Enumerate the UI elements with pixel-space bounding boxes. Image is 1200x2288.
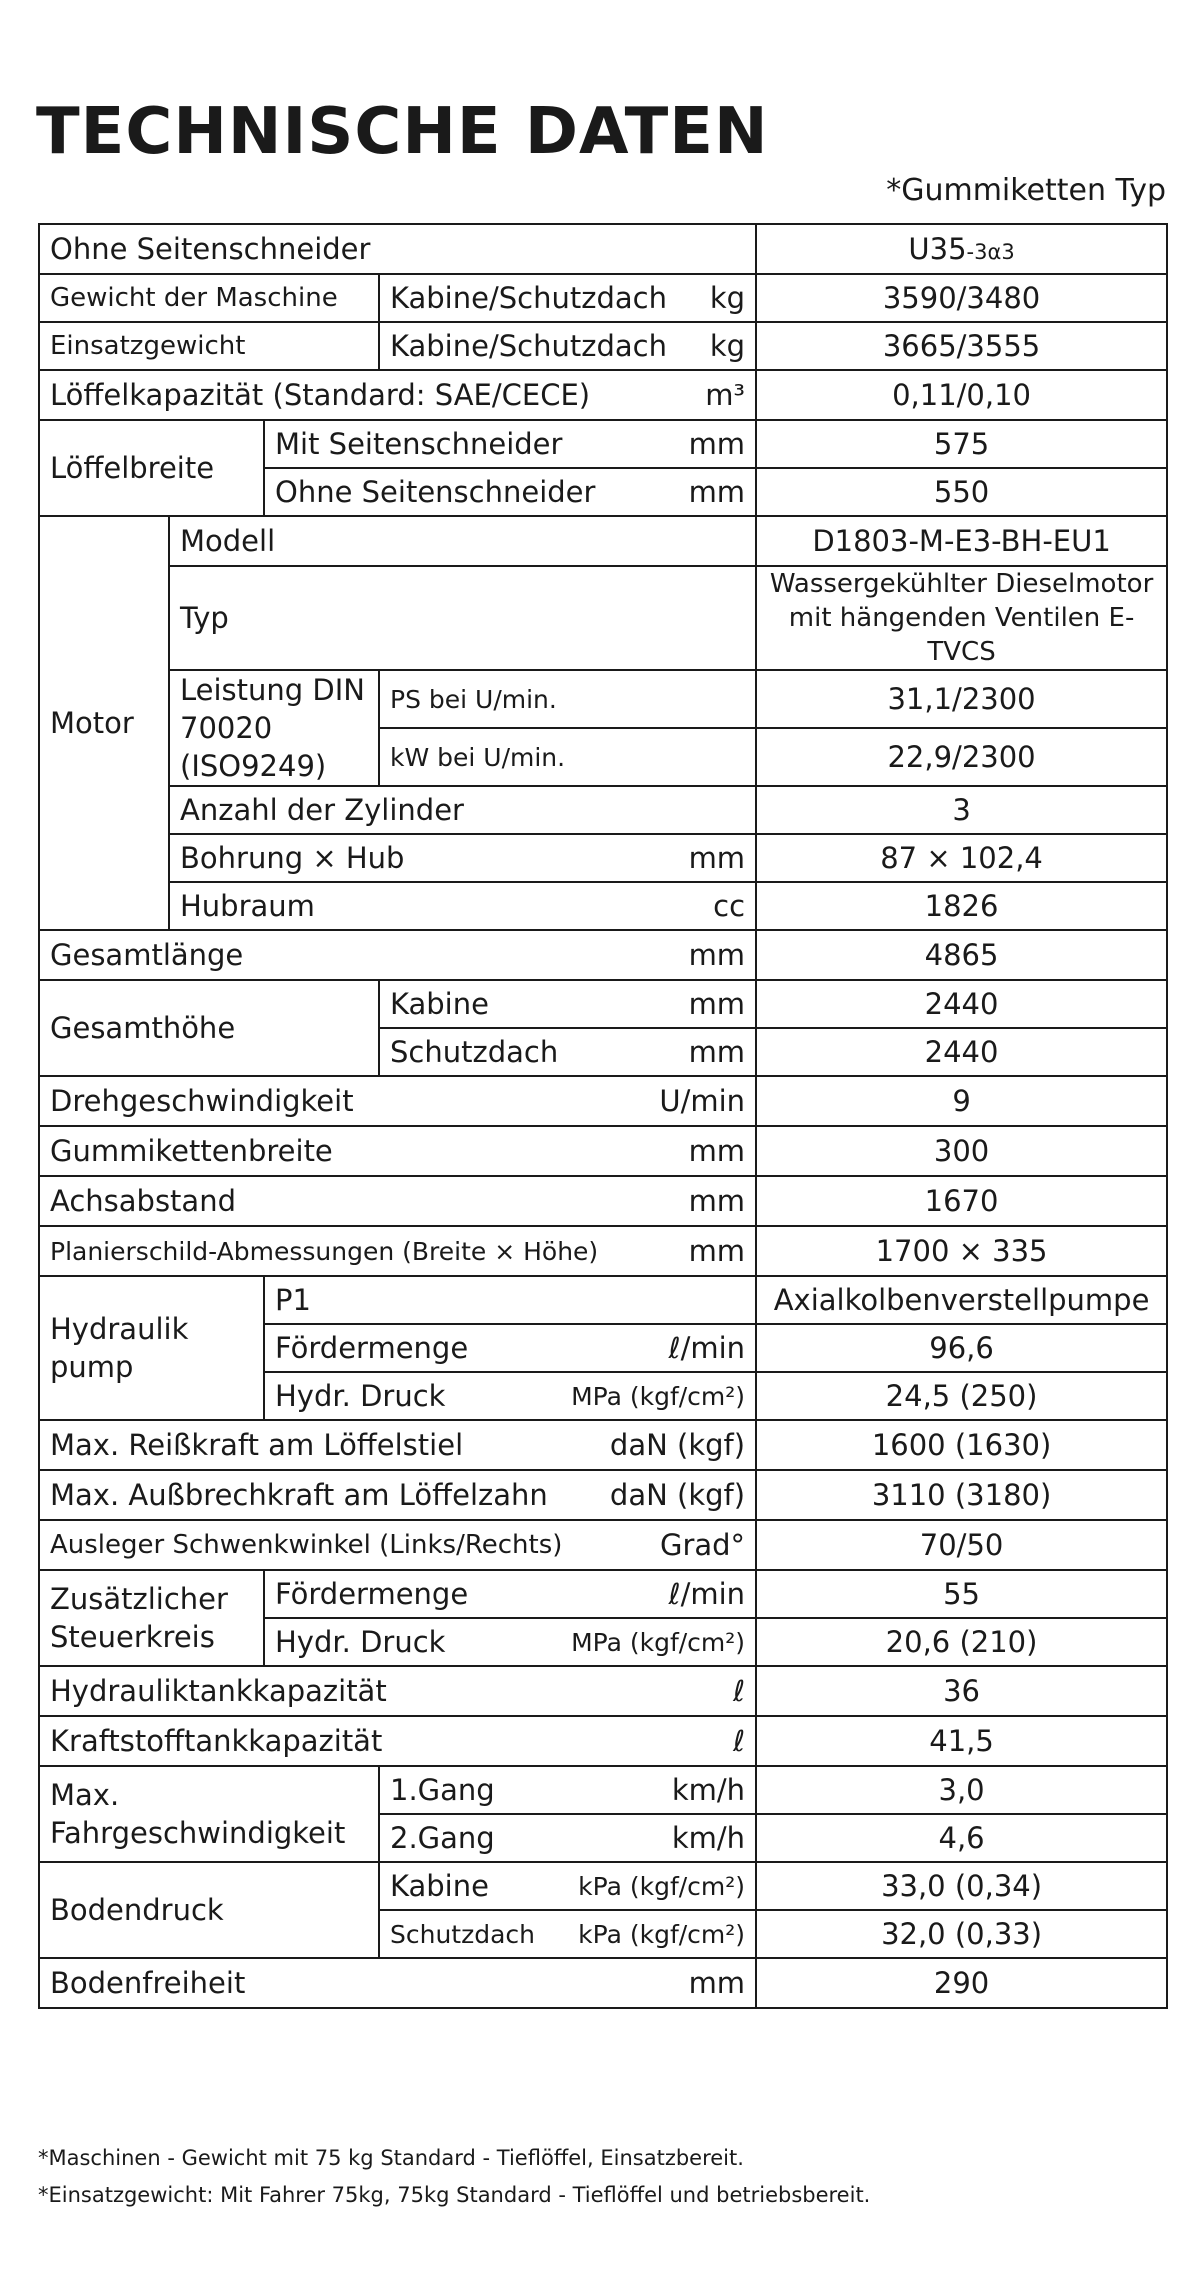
spec-row-reisskraft (39, 1420, 1167, 1470)
row-label-text: Bodenfreiheit (50, 1966, 246, 2000)
row-label (39, 1176, 756, 1226)
row-unit: daN (kgf) (609, 1478, 746, 1512)
row-sub (264, 1618, 756, 1666)
footnote: *Maschinen - Gewicht mit 75 kg Standard - Tieflöffel, Einsatzbereit. (38, 2146, 744, 2170)
row-sub-label: Schutzdach (390, 1035, 559, 1069)
row-sub-label: Kabine/Schutzdach (390, 281, 667, 315)
row-sub (379, 1862, 756, 1910)
row-sub (379, 1028, 756, 1076)
spec-row-gummikettenbreite (39, 1126, 1167, 1176)
row-sub-label: Kabine/Schutzdach (390, 329, 667, 363)
row-sub-label: Schutzdach (390, 1919, 536, 1949)
row-label (39, 1420, 756, 1470)
hydraulik-line2: pump (50, 1350, 134, 1384)
model-name (756, 224, 1167, 274)
row-label (39, 1076, 756, 1126)
header-label: Ohne Seitenschneider (39, 224, 756, 274)
row-label-text: Achsabstand (50, 1184, 236, 1218)
row-unit: kPa (kgf/cm²) (578, 1919, 746, 1949)
row-unit: Grad° (659, 1528, 746, 1562)
leistung-line1: Leistung DIN 70020 (180, 673, 365, 745)
row-value: D1803-M-E3-BH-EU1 (756, 516, 1167, 566)
row-sub-label: Kabine (390, 1869, 489, 1903)
row-unit: kW bei U/min. (379, 728, 756, 786)
row-unit: U/min (659, 1084, 746, 1118)
row-unit: mm (688, 427, 746, 461)
row-value: 3590/3480 (756, 274, 1167, 322)
row-label (39, 1716, 756, 1766)
model-suffix: -3α3 (966, 240, 1015, 264)
row-sub (379, 980, 756, 1028)
spec-row-bodenfreiheit (39, 1958, 1167, 2008)
row-sub-label: Anzahl der Zylinder (169, 786, 756, 834)
row-unit: kg (709, 329, 746, 363)
row-unit: ℓ/min (668, 1577, 746, 1611)
row-value: 290 (756, 1958, 1167, 2008)
row-sub (379, 1766, 756, 1814)
row-unit: mm (688, 1966, 746, 2000)
row-value: 33,0 (0,34) (756, 1862, 1167, 1910)
row-unit: kg (709, 281, 746, 315)
row-value: 3,0 (756, 1766, 1167, 1814)
row-sub (169, 882, 756, 930)
row-value: 3 (756, 786, 1167, 834)
spec-row-drehgeschwindigkeit (39, 1076, 1167, 1126)
fahr-line2: Fahrgeschwindigkeit (50, 1816, 346, 1850)
row-label (39, 1126, 756, 1176)
row-value: 36 (756, 1666, 1167, 1716)
spec-row-schwenkwinkel (39, 1520, 1167, 1570)
row-unit: mm (688, 1234, 746, 1268)
row-label-text: Planierschild-Abmessungen (Breite × Höhe) (50, 1236, 599, 1266)
row-sub-label: Modell (169, 516, 756, 566)
spec-row-kraftstofftank (39, 1716, 1167, 1766)
row-unit: mm (688, 938, 746, 972)
row-value: 32,0 (0,33) (756, 1910, 1167, 1958)
row-sub (379, 322, 756, 370)
spec-row-loeffelkapazitaet (39, 370, 1167, 420)
row-value: 70/50 (756, 1520, 1167, 1570)
row-value: 96,6 (756, 1324, 1167, 1372)
row-label: Löffelbreite (39, 420, 264, 516)
spec-row-gesamthoehe-kabine (39, 980, 1167, 1028)
spec-row-bodendruck-kabine (39, 1862, 1167, 1910)
row-sub-label: Typ (169, 566, 756, 670)
row-sub (264, 420, 756, 468)
row-value: 1826 (756, 882, 1167, 930)
hydraulik-line1: Hydraulik (50, 1312, 189, 1346)
row-value: 87 × 102,4 (756, 834, 1167, 882)
row-value: 4865 (756, 930, 1167, 980)
type-note: *Gummiketten Typ (886, 173, 1166, 208)
spec-row-motor-typ (39, 566, 1167, 670)
row-unit: MPa (kgf/cm²) (571, 1381, 746, 1411)
spec-row-hydrauliktank (39, 1666, 1167, 1716)
spec-row-achsabstand (39, 1176, 1167, 1226)
row-label: Gewicht der Maschine (39, 274, 379, 322)
row-unit: m³ (705, 378, 746, 412)
row-label (39, 1570, 264, 1666)
zusaetzlich-line1: Zusätzlicher (50, 1582, 228, 1616)
row-unit: MPa (kgf/cm²) (571, 1627, 746, 1657)
spec-row-motor-zylinder (39, 786, 1167, 834)
row-sub (264, 1372, 756, 1420)
row-sub-label: Mit Seitenschneider (275, 427, 563, 461)
row-sub-label: P1 (264, 1276, 756, 1324)
row-value: 24,5 (250) (756, 1372, 1167, 1420)
row-sub-label: 2.Gang (390, 1821, 495, 1855)
row-label-text: Löffelkapazität (Standard: SAE/CECE) (50, 378, 591, 412)
row-sub-label: Ohne Seitenschneider (275, 475, 596, 509)
row-unit: cc (713, 889, 746, 923)
spec-row-motor-bohrung (39, 834, 1167, 882)
row-value: 1670 (756, 1176, 1167, 1226)
row-sub (169, 834, 756, 882)
row-sub (264, 1324, 756, 1372)
row-unit: km/h (671, 1821, 746, 1855)
row-value: 31,1/2300 (756, 670, 1167, 728)
row-label (39, 1470, 756, 1520)
fahr-line1: Max. (50, 1778, 120, 1812)
row-value: 3110 (3180) (756, 1470, 1167, 1520)
row-unit: mm (688, 1134, 746, 1168)
row-label-text: Max. Reißkraft am Löffelstiel (50, 1428, 464, 1462)
row-sub (379, 1814, 756, 1862)
row-label-text: Hydrauliktankkapazität (50, 1674, 387, 1708)
row-label-text: Gesamtlänge (50, 938, 244, 972)
row-value: 0,11/0,10 (756, 370, 1167, 420)
row-label (39, 930, 756, 980)
row-value (756, 566, 1167, 670)
row-sub (379, 1910, 756, 1958)
row-sub-label: Hubraum (180, 889, 315, 923)
row-sub (264, 468, 756, 516)
footnotes (38, 2140, 870, 2214)
spec-row-hydraulik-p1 (39, 1276, 1167, 1324)
row-value: 575 (756, 420, 1167, 468)
row-value-line1: Wassergekühlter Dieselmotor (769, 569, 1154, 599)
row-value: 4,6 (756, 1814, 1167, 1862)
row-label (39, 1958, 756, 2008)
row-unit: km/h (671, 1773, 746, 1807)
row-label (39, 1766, 379, 1862)
row-unit: mm (688, 987, 746, 1021)
row-value: Axialkolbenverstellpumpe (756, 1276, 1167, 1324)
row-unit: mm (688, 475, 746, 509)
row-unit: daN (kgf) (609, 1428, 746, 1462)
row-value: 1600 (1630) (756, 1420, 1167, 1470)
spec-row-loeffelbreite-mit (39, 420, 1167, 468)
row-label (39, 370, 756, 420)
row-value: 2440 (756, 980, 1167, 1028)
row-value: 9 (756, 1076, 1167, 1126)
row-label: Einsatzgewicht (39, 322, 379, 370)
row-value: 20,6 (210) (756, 1618, 1167, 1666)
row-label-text: Ausleger Schwenkwinkel (Links/Rechts) (50, 1530, 563, 1560)
row-value: 1700 × 335 (756, 1226, 1167, 1276)
leistung-line2: (ISO9249) (180, 749, 327, 783)
row-unit: kPa (kgf/cm²) (578, 1871, 746, 1901)
row-unit: mm (688, 1184, 746, 1218)
spec-row-zusaetzlich-foerdermenge (39, 1570, 1167, 1618)
footnote: *Einsatzgewicht: Mit Fahrer 75kg, 75kg Standard - Tieflöffel und betriebsbereit. (38, 2183, 871, 2207)
row-value: 550 (756, 468, 1167, 516)
row-sub-label: Hydr. Druck (275, 1379, 446, 1413)
spec-row-planierschild (39, 1226, 1167, 1276)
row-label-text: Drehgeschwindigkeit (50, 1084, 354, 1118)
row-sub-label: Fördermenge (275, 1331, 469, 1365)
row-value: 2440 (756, 1028, 1167, 1076)
row-label-text: Kraftstofftankkapazität (50, 1724, 383, 1758)
spec-row-fahrgeschwindigkeit-gang1 (39, 1766, 1167, 1814)
row-label-text: Gummikettenbreite (50, 1134, 333, 1168)
row-unit: ℓ (733, 1724, 746, 1758)
row-value: 41,5 (756, 1716, 1167, 1766)
spec-table (38, 223, 1168, 2009)
spec-row-motor-modell (39, 516, 1167, 566)
row-label (39, 1226, 756, 1276)
spec-row-gesamtlaenge (39, 930, 1167, 980)
row-sub-label: Fördermenge (275, 1577, 469, 1611)
row-sub (264, 1570, 756, 1618)
zusaetzlich-line2: Steuerkreis (50, 1620, 215, 1654)
spec-row-ausbrechkraft (39, 1470, 1167, 1520)
row-sub (379, 274, 756, 322)
header-row (39, 224, 1167, 274)
row-value-line2: mit hängenden Ventilen E-TVCS (788, 603, 1135, 667)
row-value: 3665/3555 (756, 322, 1167, 370)
row-label (39, 1666, 756, 1716)
row-sub-label: Kabine (390, 987, 489, 1021)
row-value: 22,9/2300 (756, 728, 1167, 786)
spec-row-motor-hubraum (39, 882, 1167, 930)
page-title: TECHNISCHE DATEN (36, 95, 769, 169)
row-unit: PS bei U/min. (379, 670, 756, 728)
spec-row-gewicht-maschine (39, 274, 1167, 322)
row-value: 55 (756, 1570, 1167, 1618)
spec-row-einsatzgewicht (39, 322, 1167, 370)
row-label: Motor (39, 516, 169, 930)
row-sub-label: Bohrung × Hub (180, 841, 405, 875)
row-unit: ℓ/min (668, 1331, 746, 1365)
row-sub-label (169, 670, 379, 786)
row-unit: mm (688, 841, 746, 875)
model-base: U35 (908, 232, 967, 266)
row-sub-label: Hydr. Druck (275, 1625, 446, 1659)
row-unit: ℓ (733, 1674, 746, 1708)
spec-row-motor-leistung-ps (39, 670, 1167, 728)
row-label-text: Max. Außbrechkraft am Löffelzahn (50, 1478, 548, 1512)
row-unit: mm (688, 1035, 746, 1069)
row-label (39, 1276, 264, 1420)
row-label (39, 1520, 756, 1570)
row-label: Gesamthöhe (39, 980, 379, 1076)
row-label: Bodendruck (39, 1862, 379, 1958)
row-value: 300 (756, 1126, 1167, 1176)
row-sub-label: 1.Gang (390, 1773, 495, 1807)
